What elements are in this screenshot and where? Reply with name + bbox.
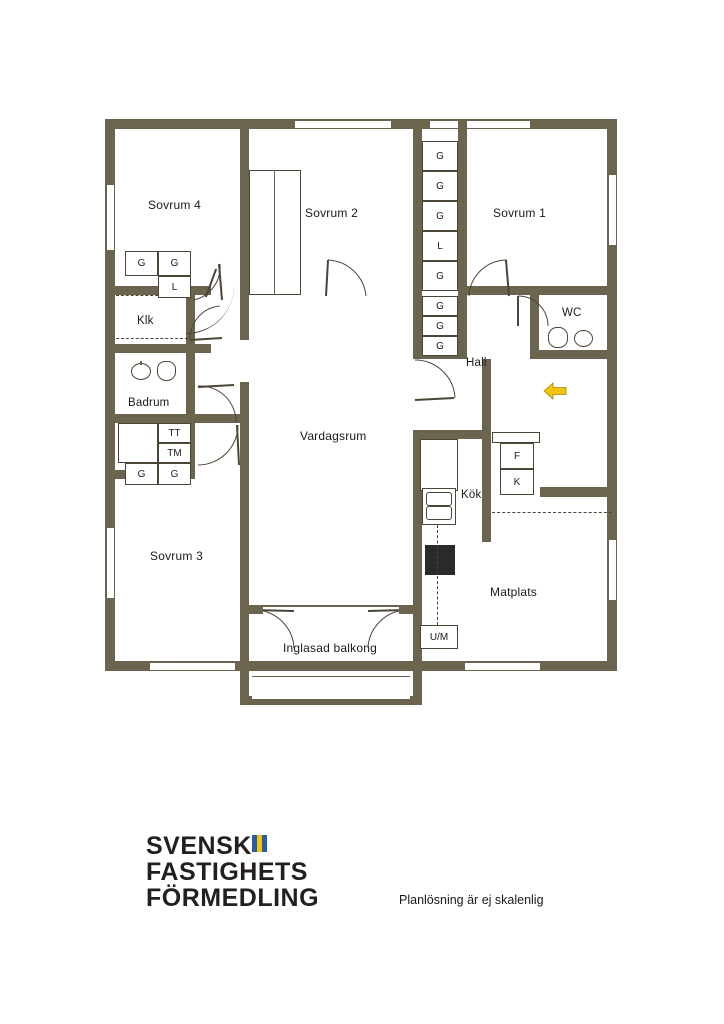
sovrum2-wardrobe-divider <box>274 170 275 295</box>
kitchen-sink-basin-2 <box>426 506 452 520</box>
wall-balcony-opening-left <box>249 605 263 614</box>
badrum-toilet <box>157 361 176 381</box>
wardrobe-sovrum4-g2: G <box>158 251 191 276</box>
door-svg-hall <box>413 358 459 402</box>
label-badrum: Badrum <box>128 397 170 409</box>
closet-g-3: G <box>422 201 458 231</box>
door-svg-sovrum2 <box>324 258 368 300</box>
closet-g-2: G <box>422 171 458 201</box>
wall-kitchen-top <box>413 430 491 439</box>
door-svg-sovrum4 <box>190 262 246 304</box>
kitchen-counter-dash-right <box>492 512 612 513</box>
balcony-rail-line <box>252 676 410 677</box>
klk-shelf-line <box>116 295 158 296</box>
window-bottom-2 <box>465 663 540 670</box>
window-left-2 <box>107 528 114 598</box>
wc-toilet <box>548 327 568 348</box>
sovrum2-wardrobe-box <box>249 170 301 295</box>
wall-klk-bottom <box>105 344 211 353</box>
wall-badrum-right <box>186 353 195 414</box>
laundry-tt: TT <box>158 423 191 443</box>
kitchen-sink-basin-1 <box>426 492 452 506</box>
window-top-2 <box>430 121 530 128</box>
closet-g-6: G <box>422 316 458 336</box>
label-sovrum-4: Sovrum 4 <box>148 198 201 212</box>
brand-logo <box>146 833 319 911</box>
label-sovrum-3: Sovrum 3 <box>150 549 203 563</box>
laundry-tm: TM <box>158 443 191 463</box>
wall-closet-column-left <box>413 119 422 359</box>
door-svg-sovrum1 <box>467 258 513 300</box>
wall-balcony-opening-right <box>399 605 413 614</box>
badrum-cabinet-g2: G <box>158 463 191 485</box>
pantry-f: F <box>500 443 534 469</box>
label-hall: Hall <box>466 357 487 369</box>
badrum-sink-tap <box>140 361 142 365</box>
label-sovrum-2: Sovrum 2 <box>305 206 358 220</box>
window-left-1 <box>107 185 114 250</box>
scale-disclaimer: Planlösning är ej skalenlig <box>399 893 544 907</box>
closet-g-1: G <box>422 141 458 171</box>
badrum-cabinet-g1: G <box>125 463 158 485</box>
brand-line-2: FASTIGHETS <box>146 858 308 886</box>
window-right-2 <box>609 540 616 600</box>
closet-l-1: L <box>422 231 458 261</box>
window-bottom-1 <box>150 663 235 670</box>
window-right-1 <box>609 175 616 245</box>
window-top-1 <box>295 121 391 128</box>
wall-exterior-right-step <box>540 487 617 497</box>
wall-matplats-divider <box>482 530 491 542</box>
door-svg-balcony-right <box>366 608 412 652</box>
pantry-k: K <box>500 469 534 495</box>
kitchen-counter-upper <box>420 439 458 491</box>
closet-g-4: G <box>422 261 458 291</box>
door-svg-badrum <box>196 382 242 426</box>
label-wc: WC <box>562 307 582 319</box>
brand-line-1: SVENSK <box>146 832 252 860</box>
wall-balcony-threshold <box>263 605 399 607</box>
label-sovrum-1: Sovrum 1 <box>493 206 546 220</box>
wall-closet-column-right <box>458 119 467 294</box>
kitchen-stove <box>425 545 455 575</box>
shower-tray <box>118 423 158 463</box>
wall-hall-right <box>482 359 491 434</box>
closet-g-5: G <box>422 296 458 316</box>
label-klk: Klk <box>137 315 154 327</box>
wall-kitchen-right <box>482 430 491 540</box>
closet-g-7: G <box>422 336 458 356</box>
klk-shelf-line-2 <box>116 338 188 339</box>
balcony-glass-panel <box>252 677 410 699</box>
entrance-arrow-icon <box>543 380 567 402</box>
label-kok: Kök <box>461 489 482 501</box>
badrum-sink <box>131 363 151 380</box>
wall-wc-bottom <box>530 350 617 359</box>
wardrobe-sovrum4-g1: G <box>125 251 158 276</box>
klk-shelf-l: L <box>158 276 191 298</box>
door-svg-wc <box>516 294 550 328</box>
wc-sink <box>574 330 593 347</box>
kitchen-counter-dash <box>437 525 439 625</box>
door-svg-klk <box>188 302 232 344</box>
kitchen-counter-right <box>492 432 540 443</box>
label-inglasad-balkong: Inglasad balkong <box>283 641 377 655</box>
door-svg-corridor <box>196 423 244 469</box>
label-vardagsrum: Vardagsrum <box>300 429 367 443</box>
kitchen-oven-um: U/M <box>420 625 458 649</box>
door-svg-balcony-left <box>250 608 296 652</box>
brand-line-3: FÖRMEDLING <box>146 884 320 912</box>
label-matplats: Matplats <box>490 585 537 599</box>
